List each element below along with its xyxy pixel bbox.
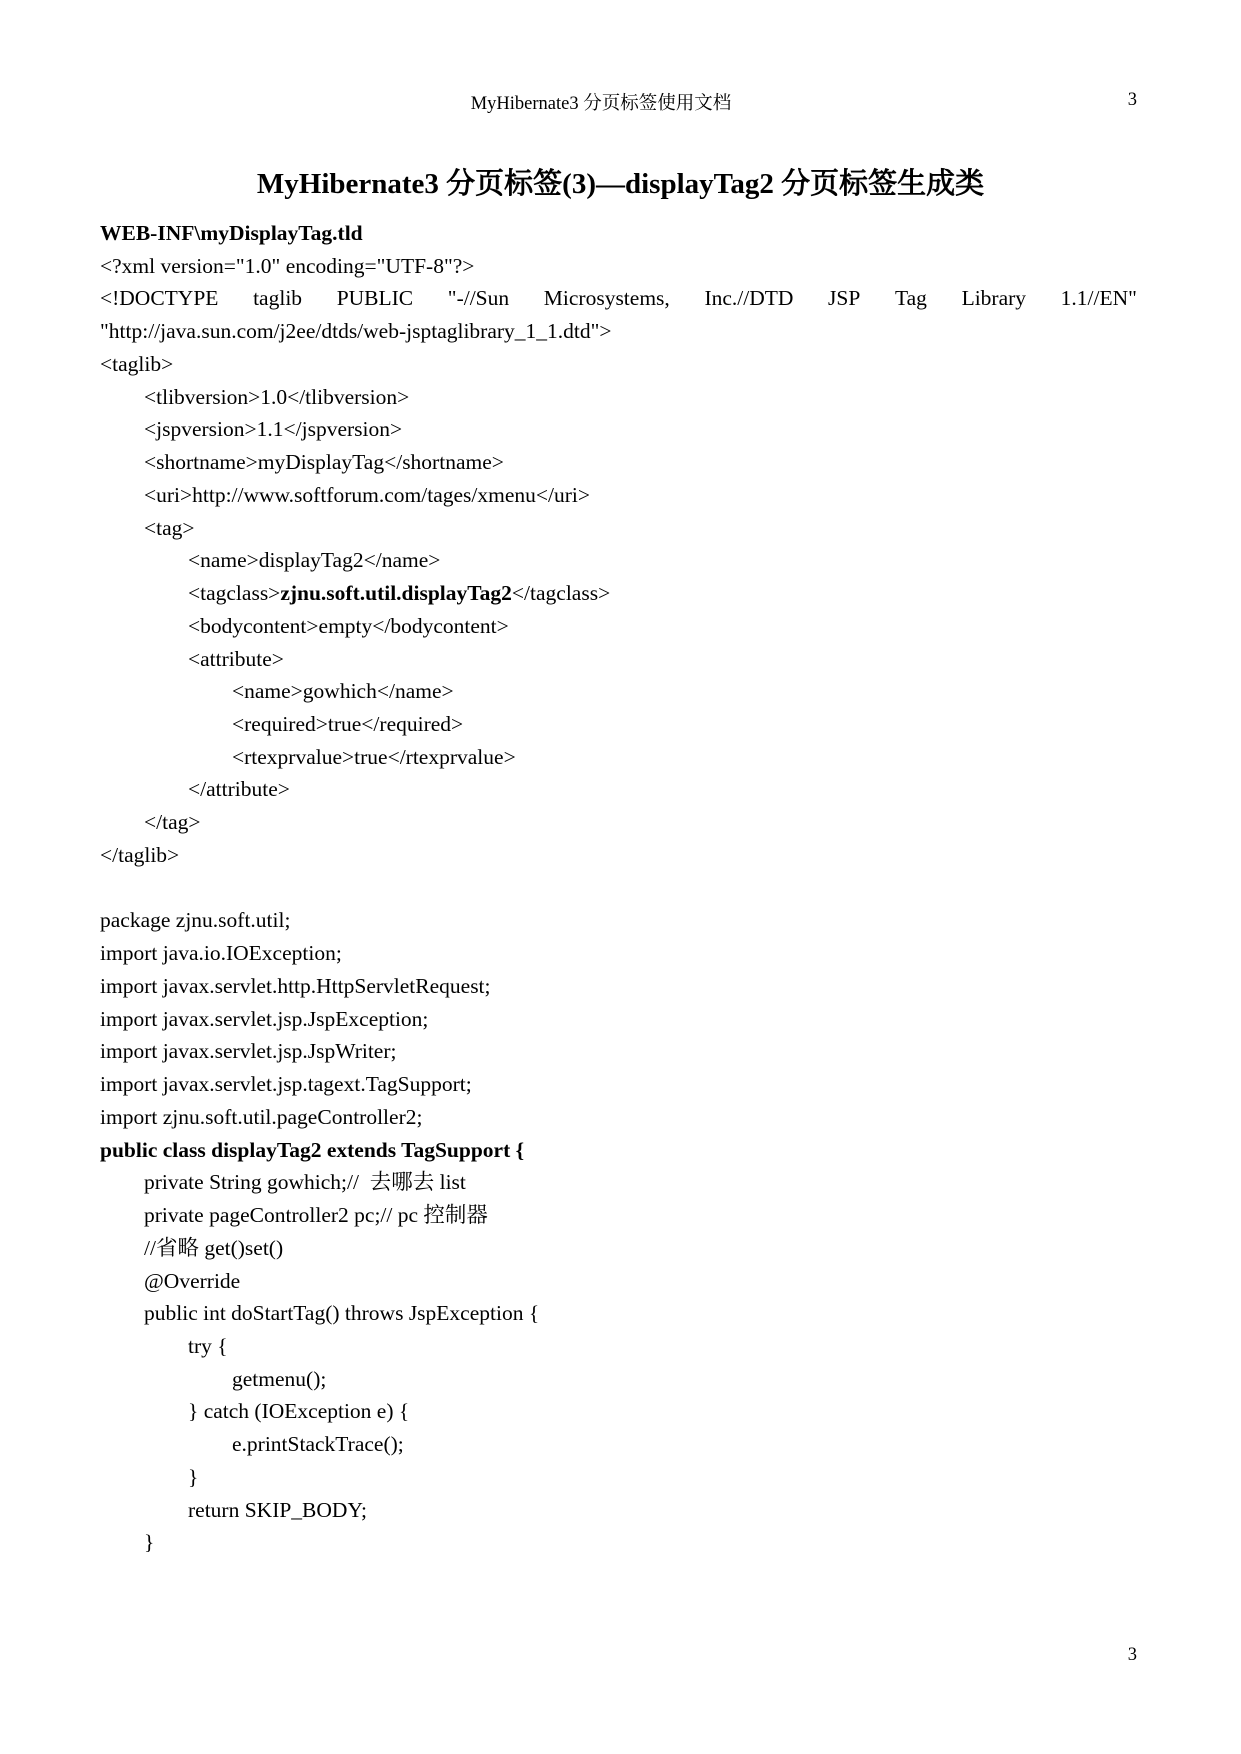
doctype-word: "-//Sun [447,286,510,311]
tagclass-close: </tagclass> [511,581,611,606]
tld-line: <name>gowhich</name> [232,679,454,704]
tld-line: <bodycontent>empty</bodycontent> [188,613,509,638]
tld-line: <shortname>myDisplayTag</shortname> [144,450,504,475]
tld-line: <attribute> [188,646,284,671]
header-page-number: 3 [1127,90,1137,110]
footer-page-number: 3 [1127,1645,1137,1665]
java-import: import javax.servlet.jsp.tagext.TagSupport; [100,1072,472,1097]
document-title: MyHibernate3 分页标签(3)—displayTag2 分页标签生成类 [256,168,985,200]
tagclass-line [100,577,1137,610]
tld-line: <rtexprvalue>true</rtexprvalue> [232,744,516,769]
doctype-word: 1.1//EN" [1060,286,1137,311]
java-line: try { [188,1333,228,1358]
tagclass-open: <tagclass> [188,581,281,606]
tld-line: </taglib> [100,842,180,867]
java-class-declaration: public class displayTag2 extends TagSupport { [100,1137,525,1162]
doctype-word: <!DOCTYPE [100,286,219,311]
doctype-word: Inc.//DTD [704,286,794,311]
java-import: import javax.servlet.jsp.JspWriter; [100,1039,397,1064]
java-line: } catch (IOException e) { [188,1399,410,1424]
java-line: public int doStartTag() throws JspException { [144,1301,540,1326]
tld-line: <taglib> [100,351,174,376]
tld-line: <name>displayTag2</name> [188,548,441,573]
tld-line: </attribute> [188,777,290,802]
java-line: getmenu(); [232,1366,327,1391]
java-line: @Override [144,1268,241,1293]
java-line: e.printStackTrace(); [232,1432,404,1457]
doctype-word: Microsystems, [543,286,670,311]
tld-line: <jspversion>1.1</jspversion> [144,417,403,442]
java-line: //省略 get()set() [144,1235,284,1260]
java-line: } [188,1464,199,1489]
tld-line: <uri>http://www.softforum.com/tages/xmenu</uri> [144,482,590,507]
doctype-dtd: "http://java.sun.com/j2ee/dtds/web-jsptaglibrary_1_1.dtd"> [100,319,612,344]
tagclass-value: zjnu.soft.util.displayTag2 [280,581,512,606]
doctype-word: Library [961,286,1027,311]
doctype-word: taglib [253,286,303,311]
java-line: return SKIP_BODY; [188,1497,367,1522]
tld-filename: WEB-INF\myDisplayTag.tld [100,221,363,245]
tld-line: <tlibversion>1.0</tlibversion> [144,384,410,409]
doctype-word: JSP [828,286,861,311]
tld-line: <required>true</required> [232,712,464,737]
java-line: } [144,1530,155,1555]
java-import: import zjnu.soft.util.pageController2; [100,1104,423,1129]
document-body [100,217,1137,1559]
java-import: import java.io.IOException; [100,941,342,966]
doctype-line [100,282,1137,315]
java-import: import javax.servlet.jsp.JspException; [100,1006,429,1031]
java-import: import javax.servlet.http.HttpServletRequest; [100,973,491,998]
doctype-word: Tag [894,286,927,311]
tld-line: <tag> [144,515,195,540]
java-line: private pageController2 pc;// pc 控制器 [144,1203,488,1228]
doctype-word: PUBLIC [336,286,414,311]
java-package: package zjnu.soft.util; [100,908,291,933]
tld-line: </tag> [144,810,201,835]
xml-declaration: <?xml version="1.0" encoding="UTF-8"?> [100,253,475,278]
running-header: MyHibernate3 分页标签使用文档 [470,94,732,114]
java-line: private String gowhich;// 去哪去 list [144,1170,466,1195]
blank-line [100,872,1137,905]
